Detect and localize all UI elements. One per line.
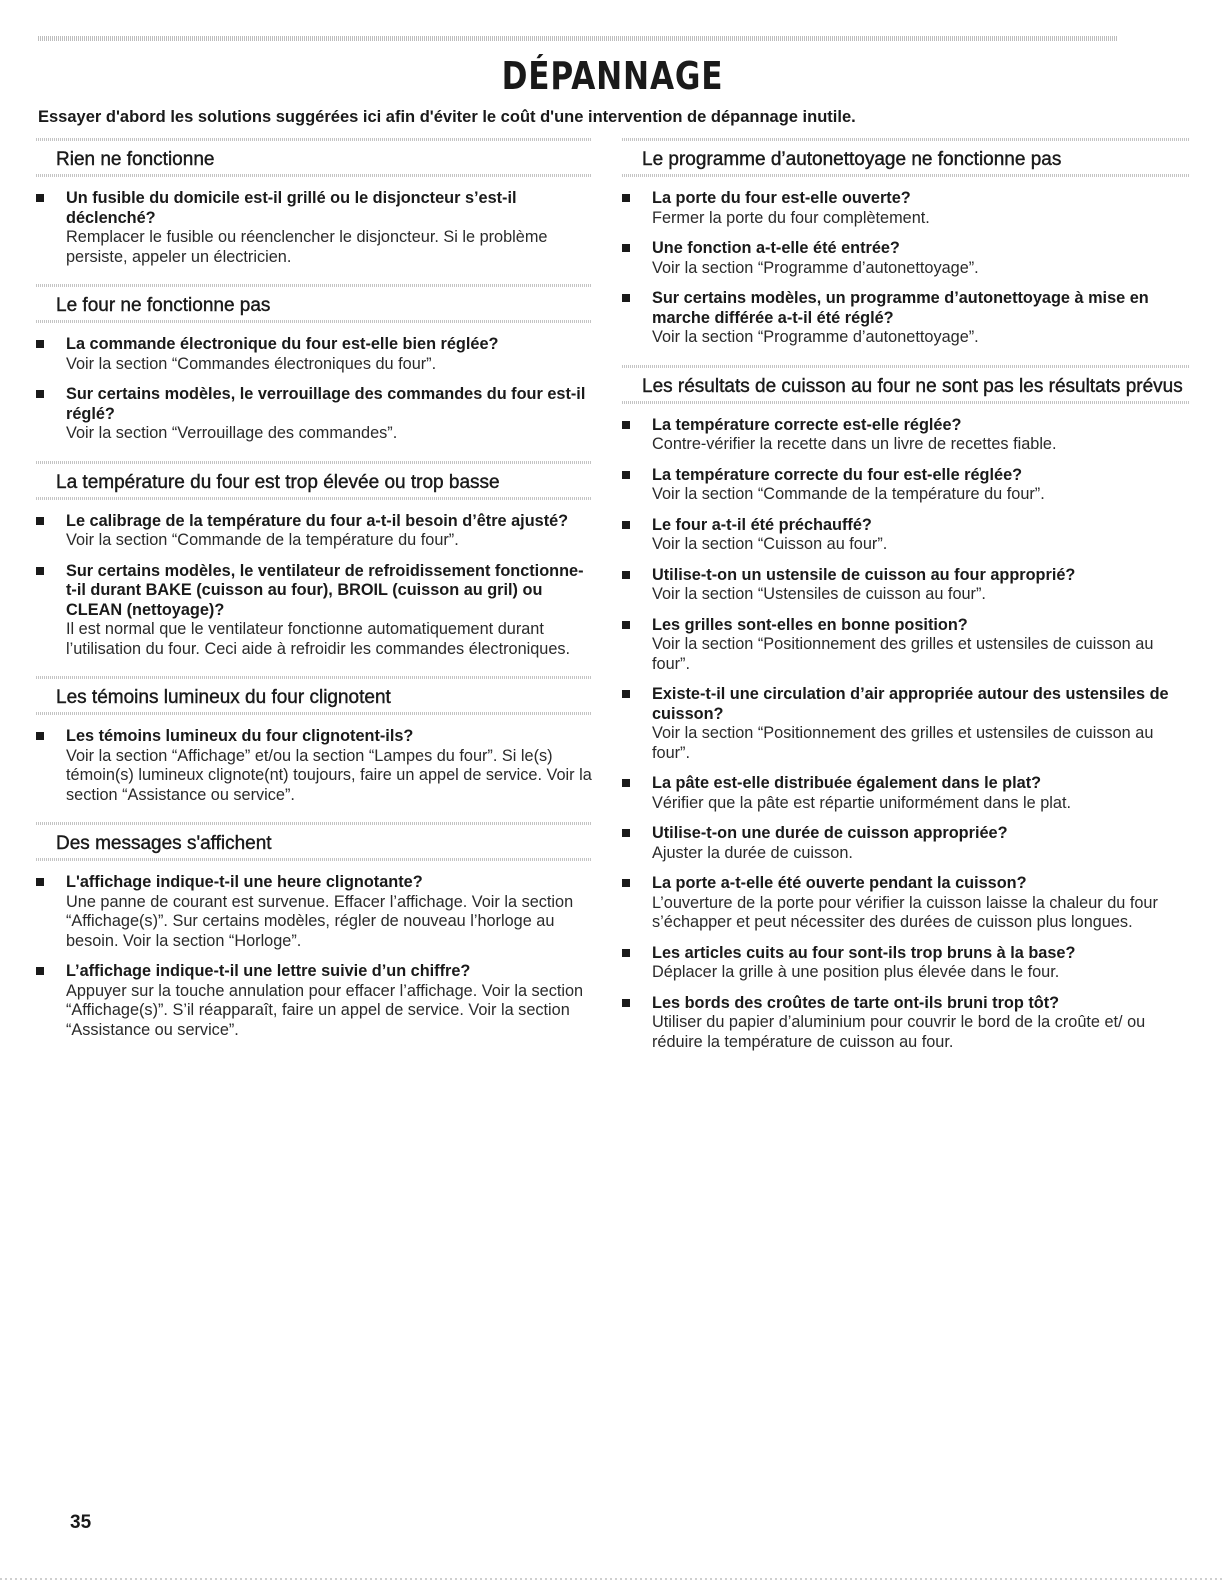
item-question: Les grilles sont-elles en bonne position? (652, 615, 968, 634)
item-question: La porte a-t-elle été ouverte pendant la cuisson? (652, 874, 1027, 892)
top-rule (38, 36, 1118, 41)
square-bullet-icon (622, 829, 630, 837)
item-question: Sur certains modèles, un programme d’autonettoyage à mise en marche différée a-t-il été réglé? (652, 289, 1149, 327)
item-list (36, 715, 592, 820)
square-bullet-icon (36, 732, 44, 740)
item-answer: Contre-vérifier la recette dans un livre de recettes fiable. (652, 435, 1057, 453)
list-item (622, 239, 1190, 278)
item-answer: Voir la section “Ustensiles de cuisson au four”. (652, 585, 986, 603)
square-bullet-icon (36, 878, 44, 886)
item-question: Utilise-t-on un ustensile de cuisson au four approprié? (652, 565, 1076, 584)
section-four-ne-fonctionne-pas (36, 282, 592, 459)
item-answer: Voir la section “Positionnement des grilles et ustensiles de cuisson au four”. (652, 635, 1154, 673)
list-item (36, 727, 592, 805)
item-answer: Fermer la porte du four complètement. (652, 208, 930, 227)
item-question: L'affichage indique-t-il une heure clignotante? (66, 873, 423, 891)
item-list (36, 323, 592, 459)
square-bullet-icon (622, 471, 630, 479)
list-item (36, 512, 592, 551)
item-question: Un fusible du domicile est-il grillé ou le disjoncteur s’est-il déclenché? (66, 189, 517, 227)
square-bullet-icon (622, 690, 630, 698)
section-resultats-cuisson (622, 363, 1190, 1068)
list-item (622, 466, 1190, 505)
section-rien-ne-fonctionne (36, 136, 592, 282)
item-list (36, 500, 592, 675)
section-heading: Le four ne fonctionne pas (36, 282, 592, 323)
square-bullet-icon (622, 779, 630, 787)
item-answer: Voir la section “Commandes électroniques du four”. (66, 354, 437, 373)
square-bullet-icon (36, 194, 44, 202)
item-answer: L’ouverture de la porte pour vérifier la cuisson laisse la chaleur du four s’échapper et peut nécessiter des durées de cuisson plus longues. (652, 893, 1158, 931)
square-bullet-icon (622, 571, 630, 579)
item-question: La température correcte est-elle réglée? (652, 415, 962, 434)
square-bullet-icon (36, 340, 44, 348)
list-item (36, 562, 592, 660)
list-item (622, 824, 1190, 863)
list-item (622, 189, 1190, 228)
item-question: La porte du four est-elle ouverte? (652, 189, 911, 207)
square-bullet-icon (622, 244, 630, 252)
page-title: DÉPANNAGE (501, 54, 724, 98)
section-heading: Les résultats de cuisson au four ne sont pas les résultats prévus (622, 363, 1190, 404)
square-bullet-icon (622, 999, 630, 1007)
item-question: Une fonction a-t-elle été entrée? (652, 239, 900, 257)
intro-text: Essayer d'abord les solutions suggérées ici afin d'éviter le coût d'une intervention de dépannage inutile. (38, 108, 856, 126)
list-item (36, 962, 592, 1040)
list-item (36, 873, 592, 951)
section-heading: Les témoins lumineux du four clignotent (36, 674, 592, 715)
item-question: Les bords des croûtes de tarte ont-ils bruni trop tôt? (652, 993, 1060, 1012)
item-question: L’affichage indique-t-il une lettre suivie d’un chiffre? (66, 962, 471, 980)
item-question: La commande électronique du four est-elle bien réglée? (66, 335, 499, 353)
item-question: Le calibrage de la température du four a-t-il besoin d’être ajusté? (66, 511, 569, 530)
square-bullet-icon (622, 949, 630, 957)
item-answer: Voir la section “Cuisson au four”. (652, 535, 888, 553)
right-column (622, 136, 1190, 1067)
item-answer: Déplacer la grille à une position plus élevée dans le four. (652, 963, 1060, 981)
square-bullet-icon (622, 521, 630, 529)
left-column (36, 136, 592, 1055)
item-answer: Une panne de courant est survenue. Effacer l’affichage. Voir la section “Affichage(s)”. Sur certains modèles, régler de nouveau l’horloge au besoin. Voir la section “Horloge”. (66, 892, 574, 950)
square-bullet-icon (622, 421, 630, 429)
bottom-rule (0, 1578, 1225, 1580)
item-answer: Voir la section “Verrouillage des commandes”. (66, 424, 398, 442)
square-bullet-icon (36, 967, 44, 975)
list-item (622, 516, 1190, 555)
section-temoins-lumineux (36, 674, 592, 820)
item-answer: Voir la section “Affichage” et/ou la section “Lampes du four”. Si le(s) témoin(s) lumineux clignote(nt) toujours, faire un appel de service. Voir la section “Assistance ou service”. (66, 746, 592, 804)
item-question: Les témoins lumineux du four clignotent-ils? (66, 727, 414, 745)
item-answer: Voir la section “Commande de la température du four”. (652, 485, 1045, 503)
list-item (622, 874, 1190, 933)
list-item (622, 685, 1190, 763)
list-item (622, 566, 1190, 605)
item-answer: Utiliser du papier d’aluminium pour couvrir le bord de la croûte et/ ou réduire la température de cuisson au four. (652, 1013, 1146, 1051)
list-item (622, 994, 1190, 1053)
item-answer: Voir la section “Programme d’autonettoyage”. (652, 258, 979, 277)
item-answer: Voir la section “Positionnement des grilles et ustensiles de cuisson au four”. (652, 724, 1154, 762)
section-messages (36, 820, 592, 1055)
item-list (36, 177, 592, 282)
list-item (622, 289, 1190, 348)
item-list (36, 861, 592, 1055)
section-autonettoyage (622, 136, 1190, 363)
item-question: La température correcte du four est-elle réglée? (652, 465, 1023, 484)
list-item (622, 944, 1190, 983)
item-answer: Voir la section “Programme d’autonettoyage”. (652, 328, 979, 346)
square-bullet-icon (36, 517, 44, 525)
item-question: La pâte est-elle distribuée également dans le plat? (652, 774, 1042, 792)
item-answer: Il est normal que le ventilateur fonctionne automatiquement durant l’utilisation du four. Ceci aide à refroidir les commandes électroniques. (66, 620, 571, 658)
item-answer: Voir la section “Commande de la température du four”. (66, 531, 459, 549)
section-heading: Des messages s'affichent (36, 820, 592, 861)
list-item (36, 189, 592, 267)
item-list (622, 404, 1190, 1068)
list-item (36, 385, 592, 444)
section-heading: Le programme d’autonettoyage ne fonctionne pas (622, 136, 1190, 177)
list-item (622, 774, 1190, 813)
square-bullet-icon (622, 879, 630, 887)
list-item (622, 616, 1190, 675)
item-answer: Remplacer le fusible ou réenclencher le disjoncteur. Si le problème persiste, appeler un électricien. (66, 228, 548, 266)
item-question: Sur certains modèles, le verrouillage des commandes du four est-il réglé? (66, 385, 586, 423)
square-bullet-icon (622, 194, 630, 202)
item-answer: Appuyer sur la touche annulation pour effacer l’affichage. Voir la section “Affichage(s)”. S’il réapparaît, faire un appel de service. Voir la section “Assistance ou service”. (66, 981, 584, 1039)
item-list (622, 177, 1190, 363)
list-item (36, 335, 592, 374)
section-heading: Rien ne fonctionne (36, 136, 592, 177)
item-question: Le four a-t-il été préchauffé? (652, 515, 872, 534)
section-heading: La température du four est trop élevée ou trop basse (36, 459, 592, 500)
page-number: 35 (70, 1512, 92, 1533)
section-temperature (36, 459, 592, 675)
square-bullet-icon (622, 621, 630, 629)
item-question: Les articles cuits au four sont-ils trop bruns à la base? (652, 943, 1076, 962)
item-question: Utilise-t-on une durée de cuisson appropriée? (652, 824, 1008, 842)
item-answer: Ajuster la durée de cuisson. (652, 843, 853, 862)
square-bullet-icon (622, 294, 630, 302)
item-answer: Vérifier que la pâte est répartie uniformément dans le plat. (652, 793, 1072, 812)
item-question: Existe-t-il une circulation d’air appropriée autour des ustensiles de cuisson? (652, 685, 1169, 723)
list-item (622, 416, 1190, 455)
square-bullet-icon (36, 390, 44, 398)
square-bullet-icon (36, 567, 44, 575)
item-question: Sur certains modèles, le ventilateur de refroidissement fonctionne-t-il durant BAKE (cuisson au four), BROIL (cuisson au gril) ou CLEAN (nettoyage)? (66, 561, 584, 619)
